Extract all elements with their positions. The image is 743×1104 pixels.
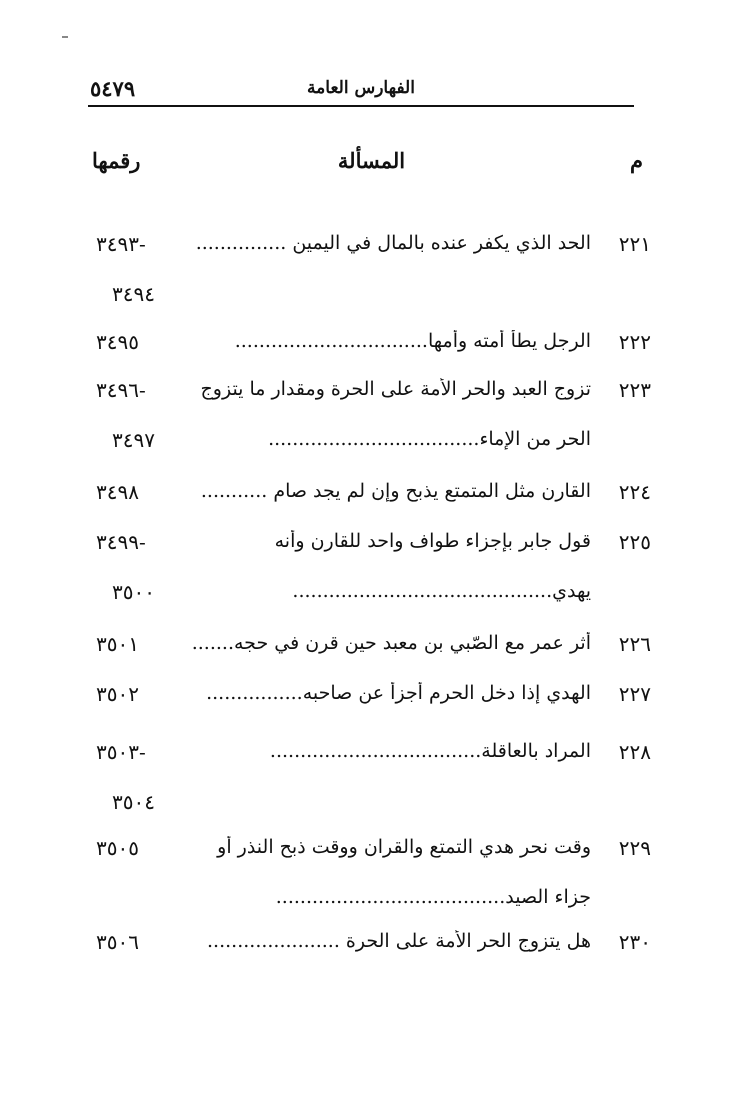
entry-text-line: الحر من الإماء................................... [268,428,591,450]
entry-reference: ٣٥٠٦ [96,930,139,954]
entry-reference: ٣٤٩٤ [112,282,155,306]
entry-reference: -٣٤٩٦ [96,378,146,402]
entry-text-line: وقت نحر هدي التمتع والقران ووقت ذبح النذر أو [217,836,591,858]
entry-text-line: هل يتزوج الحر الأمة على الحرة ...................... [207,930,591,952]
entry-text-line: جزاء الصيد...................................... [275,886,591,908]
column-heading-number: م [629,148,643,173]
page-number: ٥٤٧٩ [90,76,136,101]
entry-reference: -٣٥٠٣ [96,740,146,764]
entry-reference: -٣٤٩٣ [96,232,146,256]
entry-number: ٢٣٠ [618,930,651,954]
entry-number: ٢٢٤ [618,480,651,504]
entry-text-line: قول جابر بإجزاء طواف واحد للقارن وأنه [274,530,591,552]
entry-number: ٢٢٨ [618,740,651,764]
scan-speck [62,36,68,38]
entry-number: ٢٢٢ [618,330,651,354]
column-heading-issue: المسألة [337,148,406,173]
header-rule [88,105,634,107]
entry-number: ٢٢٧ [618,682,651,706]
entry-text-line: الحد الذي يكفر عنده بالمال في اليمين ............... [195,232,591,254]
entry-number: ٢٢٩ [618,836,651,860]
entry-text-line: تزوج العبد والحر الأمة على الحرة ومقدار ما يتزوج [200,378,591,400]
entry-text-line: الهدي إذا دخل الحرم أجزأ عن صاحبه................ [206,682,591,704]
entry-reference: ٣٥٠٥ [96,836,139,860]
column-heading-ref: رقمها [92,148,141,173]
entry-reference: ٣٤٩٧ [112,428,155,452]
entry-reference: ٣٤٩٨ [96,480,139,504]
entry-number: ٢٢٦ [618,632,651,656]
entry-reference: ٣٥٠٠ [112,580,155,604]
entry-text-line: المراد بالعاقلة................................... [269,740,591,762]
entry-text-line: أثر عمر مع الصّبي بن معبد حين قرن في حجه....... [191,632,591,654]
running-header [90,74,632,104]
entry-text-line: يهدي........................................... [292,580,591,602]
entry-reference: ٣٥٠٢ [96,682,139,706]
entry-number: ٢٢٥ [618,530,651,554]
entry-text-line: القارن مثل المتمتع يذبح وإن لم يجد صام ........... [200,480,591,502]
entry-text-line: الرجل يطأ أمته وأمها................................ [234,330,591,352]
entry-reference: ٣٥٠١ [96,632,139,656]
running-title: الفهارس العامة [307,78,415,98]
entry-reference: ٣٤٩٥ [96,330,139,354]
entry-reference: -٣٤٩٩ [96,530,146,554]
entry-number: ٢٢١ [618,232,651,256]
entry-number: ٢٢٣ [618,378,651,402]
entry-reference: ٣٥٠٤ [112,790,155,814]
